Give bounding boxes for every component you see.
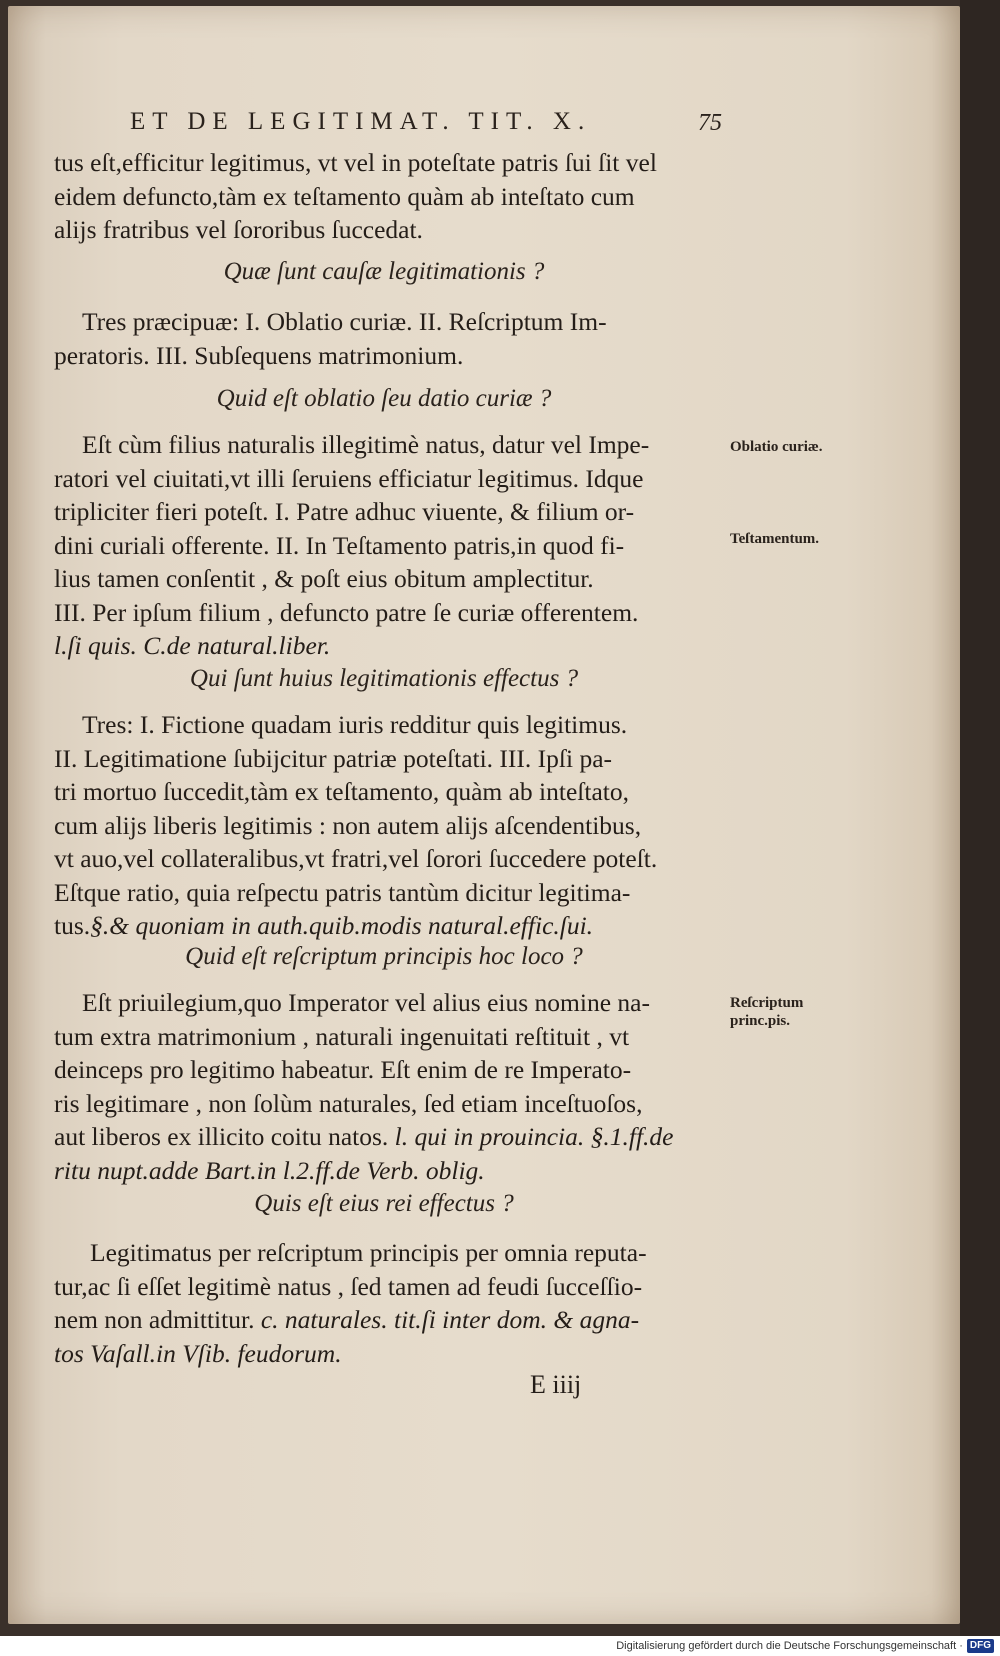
dfg-logo-icon: DFG bbox=[967, 1639, 994, 1653]
margin-note-oblatio: Oblatio curiæ. bbox=[730, 439, 823, 455]
question-heading: Quis eſt eius rei effectus ? bbox=[254, 1190, 514, 1217]
margin-note-testamentum: Teſtamentum. bbox=[730, 531, 820, 547]
text-line: Eſtque ratio, quia reſpectu patris tantùm dicitur legitima- bbox=[54, 877, 631, 907]
answer-paragraph bbox=[54, 986, 714, 1187]
text-line: Eſt priuilegium,quo Imperator vel alius eius nomine na- bbox=[82, 988, 650, 1017]
question-heading: Quæ ſunt cauſæ legitimationis ? bbox=[223, 258, 545, 285]
folio-number: 75 bbox=[698, 110, 722, 136]
text-line: dini curiali offerente. II. In Teſtamento patris,in quod fi- bbox=[54, 530, 625, 560]
text-fragment: nem non admittitur. bbox=[54, 1305, 255, 1334]
text-line: tur,ac ſi eſſet legitimè natus , ſed tamen ad feudi ſucceſſio- bbox=[54, 1271, 643, 1301]
question-heading: Qui ſunt huius legitimationis effectus ? bbox=[189, 665, 579, 692]
margin-note-line: Reſcriptum bbox=[730, 995, 804, 1011]
answer-paragraph bbox=[54, 428, 714, 663]
text-line: II. Legitimatione ſubijcitur patriæ poteſtati. III. Ipſi pa- bbox=[54, 743, 612, 773]
text-line: ratori vel ciuitati,vt illi ſeruiens efficiatur legitimus. Idque bbox=[54, 463, 644, 493]
text-line: tri mortuo ſuccedit,tàm ex teſtamento, quàm ab inteſtato, bbox=[54, 777, 629, 806]
text-line: cum alijs liberis legitimis : non autem alijs aſcendentibus, bbox=[54, 810, 642, 840]
scan-dark-edge bbox=[960, 0, 1000, 1636]
text-line: Legitimatus per reſcriptum principis per omnia reputa- bbox=[90, 1238, 647, 1267]
mixed-line bbox=[54, 1303, 714, 1337]
margin-note-line: princ.pis. bbox=[730, 1013, 791, 1029]
text-fragment: aut liberos ex illicito coitu natos. bbox=[54, 1122, 389, 1151]
digitization-footer bbox=[0, 1636, 1000, 1656]
footer-text: Digitalisierung gefördert durch die Deutsche Forschungsgemeinschaft · bbox=[616, 1640, 963, 1652]
text-line: Tres: I. Fictione quadam iuris redditur quis legitimus. bbox=[82, 710, 628, 739]
text-line: tum extra matrimonium , naturali ingenuitati reſtituit , vt bbox=[54, 1021, 630, 1051]
citation-line: l.ſi quis. C.de natural.liber. bbox=[54, 631, 331, 660]
answer-paragraph bbox=[54, 708, 714, 943]
text-line: tripliciter fieri poteſt. I. Patre adhuc viuente, & filium or- bbox=[54, 497, 635, 526]
margin-note-rescriptum bbox=[730, 994, 860, 1030]
text-line: alijs fratribus vel ſororibus ſuccedat. bbox=[54, 215, 423, 244]
gathering-signature: E iiij bbox=[530, 1370, 582, 1399]
text-line: Tres præcipuæ: I. Oblatio curiæ. II. Reſcriptum Im- bbox=[82, 307, 607, 336]
question-heading: Quid eſt reſcriptum principis hoc loco ? bbox=[185, 943, 583, 970]
answer-paragraph bbox=[54, 305, 714, 372]
citation-fragment: l. qui in prouincia. §.1.ff.de bbox=[394, 1122, 674, 1151]
citation-line: ritu nupt.adde Bart.in l.2.ff.de Verb. oblig. bbox=[54, 1155, 485, 1185]
citation-fragment: §.& quoniam in auth.quib.modis natural.effic.ſui. bbox=[90, 911, 594, 940]
text-line: tus eſt,efficitur legitimus, vt vel in poteſtate patris ſui ſit vel bbox=[54, 148, 657, 177]
text-fragment: tus. bbox=[54, 911, 91, 940]
text-line: lius tamen conſentit , & poſt eius obitum amplectitur. bbox=[54, 564, 594, 593]
text-line: deinceps pro legitimo habeatur. Eſt enim de re Imperato- bbox=[54, 1055, 632, 1084]
answer-paragraph bbox=[54, 1236, 714, 1370]
text-line: peratoris. III. Subſequens matrimonium. bbox=[54, 340, 464, 370]
mixed-line bbox=[54, 1120, 714, 1154]
mixed-line bbox=[54, 909, 714, 943]
citation-fragment: c. naturales. tit.ſi inter dom. & agna- bbox=[260, 1305, 640, 1334]
text-line: III. Per ipſum filium , defuncto patre ſe curiæ offerentem. bbox=[54, 597, 639, 627]
text-line: eidem defuncto,tàm ex teſtamento quàm ab inteſtato cum bbox=[54, 181, 635, 211]
text-line: ris legitimare , non ſolùm naturales, ſed etiam inceſtuoſos, bbox=[54, 1088, 643, 1118]
running-head: ET DE LEGITIMAT. TIT. X. bbox=[130, 108, 592, 135]
text-line: Eſt cùm filius naturalis illegitimè natus, datur vel Impe- bbox=[82, 430, 650, 459]
question-heading: Quid eſt oblatio ſeu datio curiæ ? bbox=[216, 385, 552, 412]
text-line: vt auo,vel collateralibus,vt fratri,vel ſorori ſuccedere poteſt. bbox=[54, 844, 658, 873]
citation-line: tos Vaſall.in Vſib. feudorum. bbox=[54, 1338, 342, 1368]
paragraph-continuation bbox=[54, 146, 714, 247]
